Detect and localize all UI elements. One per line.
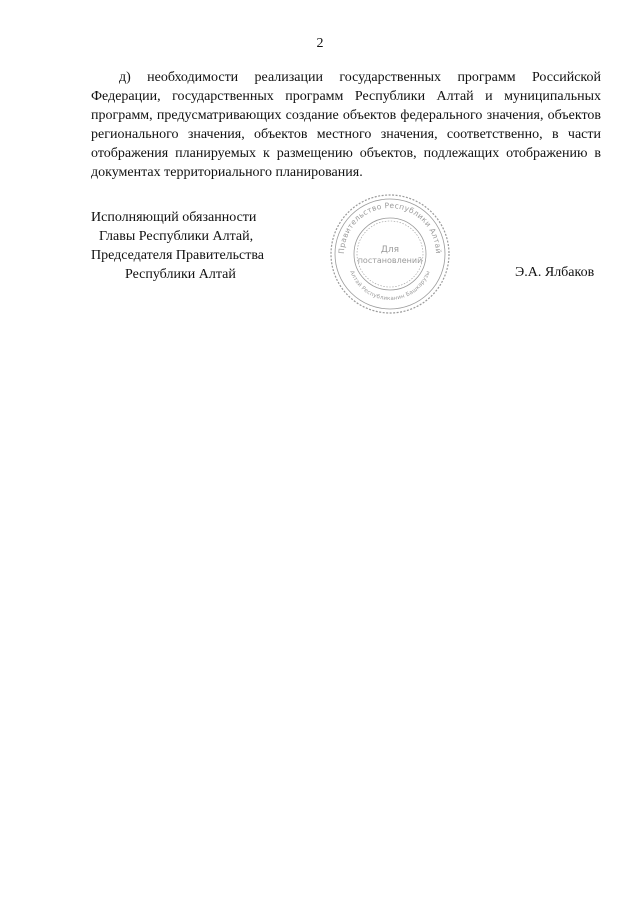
signer-title [91, 208, 291, 284]
signer-name: Э.А. Ялбаков [515, 265, 595, 280]
seal-center-line2: постановлений [357, 256, 423, 265]
signer-title-line: Республики Алтай [125, 267, 236, 282]
seal-outer-text: Правительство Республики Алтай [336, 200, 444, 255]
seal-center-line1: Для [380, 245, 400, 255]
official-seal [328, 192, 452, 316]
signer-title-line: Исполняющий обязанности [91, 210, 257, 225]
seal-bottom-text: Алтай Республиканин Башкарузы [348, 270, 432, 303]
page-number: 2 [316, 36, 324, 51]
body-paragraph: д) необходимости реализации государственных программ Российской Федерации, государственных программ Республики Алтай и муниципальных программ, предусматривающих создание объектов федерального значения, объектов регионального значения, объектов местного значения, соответственно, в части отображения планируемых к размещению объектов, подлежащих отображению в документах территориального планирования. [91, 70, 601, 180]
signer-title-line: Председателя Правительства [91, 248, 265, 263]
signer-title-line: Главы Республики Алтай, [99, 229, 254, 244]
